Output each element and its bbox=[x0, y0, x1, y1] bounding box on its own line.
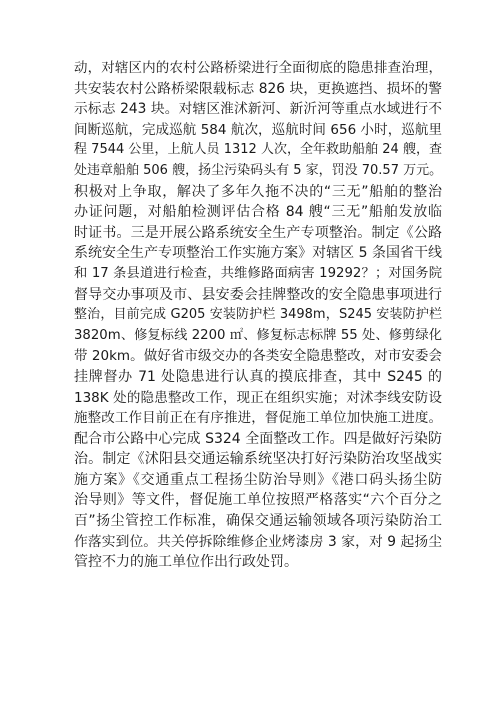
text-line: 挂牌督办 71 处隐患进行认真的摸底排查，其中 S245 的 bbox=[74, 368, 442, 385]
text-line: 施方案》《交通重点工程扬尘防治导则》《港口码头扬尘防 bbox=[74, 471, 442, 488]
text-line: 办证问题，对船舶检测评估合格 84 艘“三无”船舶发放临 bbox=[74, 204, 442, 221]
text-line: 治。制定《沭阳县交通运输系统坚决打好污染防治攻坚战实 bbox=[74, 451, 442, 468]
body-text bbox=[74, 58, 442, 573]
text-line: 共安装农村公路桥梁限载标志 826 块，更换遮挡、损坏的警 bbox=[74, 80, 442, 97]
text-line: 间断巡航，完成巡航 584 航次，巡航时间 656 小时，巡航里 bbox=[74, 121, 442, 138]
text-line: 动，对辖区内的农村公路桥梁进行全面彻底的隐患排查治理， bbox=[74, 60, 442, 76]
text-line: 处违章船舶 506 艘，扬尘污染码头有 5 家，罚没 70.57 万元。 bbox=[74, 162, 442, 178]
text-line: 管控不力的施工单位作出行政处罚。 bbox=[74, 554, 298, 571]
text-line: 作落实到位。共关停拆除维修企业烤漆房 3 家，对 9 起扬尘 bbox=[74, 533, 442, 550]
text-line: 积极对上争取，解决了多年久拖不决的“三无”船舶的整治 bbox=[74, 183, 442, 200]
text-line: 138K 处的隐患整改工作，现正在组织实施；对沭李线安防设 bbox=[74, 389, 442, 406]
text-line: 时证书。三是开展公路系统安全生产专项整治。制定《公路 bbox=[74, 224, 442, 241]
text-line: 程 7544 公里，上航人员 1312 人次，全年救助船舶 24 艘，查 bbox=[74, 142, 442, 158]
text-line: 系统安全生产专项整治工作实施方案》对辖区 5 条国省干线 bbox=[74, 245, 442, 262]
text-line: 施整改工作目前正在有序推进，督促施工单位加快施工进度。 bbox=[74, 410, 442, 427]
text-line: 3820m、修复标线 2200 ㎡、修复标志标牌 55 处、修剪绿化 bbox=[74, 327, 442, 343]
text-line: 整治，目前完成 G205 安装防护栏 3498m，S245 安装防护栏 bbox=[74, 307, 442, 323]
text-line: 示标志 243 块。对辖区淮沭新河、新沂河等重点水域进行不 bbox=[74, 101, 442, 118]
text-line: 配合市公路中心完成 S324 全面整改工作。四是做好污染防 bbox=[74, 430, 442, 447]
text-line: 督导交办事项及市、县安委会挂牌整改的安全隐患事项进行 bbox=[74, 286, 442, 303]
text-line: 治导则》等文件，督促施工单位按照严格落实“六个百分之 bbox=[74, 492, 442, 509]
text-line: 带 20km。做好省市级交办的各类安全隐患整改，对市安委会 bbox=[74, 348, 442, 365]
text-line: 百”扬尘管控工作标准，确保交通运输领域各项污染防治工 bbox=[74, 513, 442, 530]
text-line: 和 17 条县道进行检查，共维修路面病害 19292？；对国务院 bbox=[74, 265, 442, 281]
